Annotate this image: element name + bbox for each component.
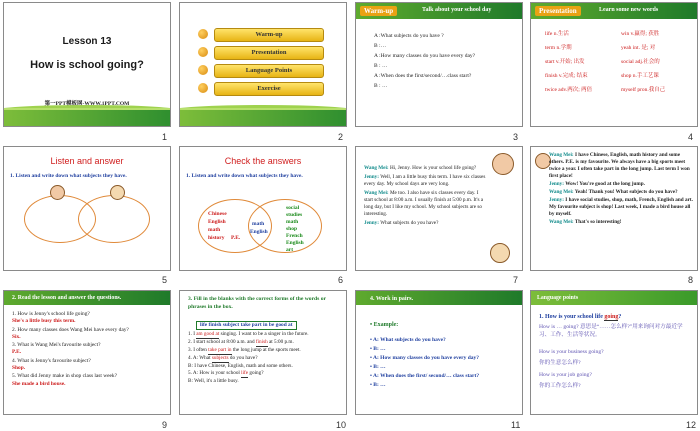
slide-11-thumbnail[interactable] [355, 290, 523, 415]
slide-number: 1 [162, 132, 168, 142]
speaker: Wang Mei: [364, 190, 389, 197]
pair-line: • B: … [370, 382, 386, 388]
point-text: 1. How is your school life [539, 314, 605, 320]
fill-blank-block [188, 331, 344, 385]
section-tag: Warm-up [360, 6, 397, 16]
slide-10-thumbnail[interactable] [179, 290, 347, 415]
slide-title: Listen and answer [50, 156, 124, 166]
line-text: I have Chinese, English, math history and some others. P.E. is my favourite. We always have a big sports meet twice a year. I often take part in the long jump. Last term I won first place! [549, 152, 690, 180]
watermark-footer: 第一PPT模板网-WWW.1PPT.COM [44, 101, 130, 107]
text-pre: B: Well, it's a little busy. [188, 378, 239, 385]
speaker: Jenny: [364, 174, 379, 181]
key-word: going [604, 314, 619, 320]
bullet-ball-icon [198, 83, 208, 93]
venn-left-item: English [208, 219, 226, 225]
text-post: the long jump at the sports meet. [231, 347, 301, 354]
menu-item-presentation[interactable]: Presentation [214, 46, 324, 60]
bullet-ball-icon [198, 29, 208, 39]
slide-number: 9 [162, 420, 168, 430]
instruction: 1. Listen and write down what subjects they have. [10, 173, 127, 179]
slide-number: 8 [688, 275, 694, 285]
dialogue-line: B : … [374, 63, 388, 69]
section-heading: 2. Read the lesson and answer the questions. [12, 295, 122, 301]
speaker: Wang Mei: [549, 219, 574, 226]
venn-left-item: math [208, 227, 221, 233]
line-text: Me too. I also have six classes every day. I start school at 8:00 a.m. I usually finish at 5:00 p.m. It's a long day, but I like my school. My school subjects are so interesting. [364, 190, 484, 218]
question: 5. What did Jenny make in shop class last week? [12, 373, 117, 380]
speaker: Jenny: [549, 197, 564, 204]
text-pre: 2. I start school at 8:00 a.m. and [188, 339, 256, 346]
slide-number: 3 [513, 132, 519, 142]
venn-right-item: French [286, 233, 303, 239]
question: 2. How many classes does Wang Mei have every day? [12, 326, 129, 333]
pair-line: • A: How many classes do you have every day? [370, 355, 480, 361]
vocab-item: finish v.完成; 结束 [545, 73, 588, 79]
slide-number: 4 [688, 132, 694, 142]
answer: She made a bird house. [12, 380, 66, 387]
venn-left-item: history [208, 235, 225, 241]
slide-1-thumbnail[interactable] [3, 2, 171, 127]
venn-middle-item: math [252, 221, 265, 227]
answer: P.E. [12, 349, 22, 356]
example-en: How is your business going? [539, 349, 604, 355]
blank-answer: subjects [212, 355, 229, 363]
lesson-label: Lesson 13 [62, 36, 112, 47]
vocab-item: term n.学期 [545, 45, 572, 51]
vocab-item: twice adv.两次; 两倍 [545, 87, 593, 93]
word-box: life finish subject take part in be good at [196, 321, 297, 330]
line-text: Hi, Jenny. How is your school life going? [388, 165, 477, 171]
slide-number: 12 [686, 420, 697, 430]
venn-right-item: studies [286, 212, 303, 218]
dialogue-line: A :How many classes do you have every day? [374, 53, 476, 59]
text-pre: 4. A: What [188, 355, 212, 362]
answer: She's a little busy this term. [12, 318, 76, 325]
slide-7-thumbnail[interactable] [355, 146, 523, 271]
slide-title: How is school going? [30, 59, 144, 71]
vocab-item: social adj.社会的 [621, 59, 660, 65]
text-post: going? [248, 370, 264, 377]
slide-8-thumbnail[interactable] [530, 146, 698, 271]
jenny-avatar-icon [110, 185, 125, 200]
decor-bottom-band [4, 108, 170, 126]
example-cn: 你的生意怎么样? [539, 360, 581, 366]
blank-answer: finish [256, 339, 268, 347]
slide-6-thumbnail[interactable] [179, 146, 347, 271]
question: 3. What is Wang Mei's favourite subject? [12, 342, 101, 349]
speaker: Wang Mei: [364, 165, 389, 171]
vocab-item: win v.赢得; 获胜 [621, 31, 660, 37]
point-text: ? [618, 314, 622, 320]
text-pre: 1. I [188, 331, 197, 337]
text-post: do you have? [228, 355, 258, 362]
dialogue-block [549, 152, 693, 226]
question: 4. What is Jenny's favourite subject? [12, 357, 91, 364]
pair-line: • B: … [370, 364, 386, 370]
speaker: Wang Mei: [549, 152, 574, 158]
vocab-item: life n.生活 [545, 31, 569, 37]
example-cn: 你的工作怎么样? [539, 383, 581, 389]
vocab-item: myself pron.我自己 [621, 87, 666, 93]
dialogue-line: A :When does the first/second/…class start? [374, 73, 472, 79]
section-heading: 4. Work in pairs. [370, 296, 414, 302]
line-text: Well, I am a little busy this term. I have six classes every day. My school days are very long. [364, 174, 486, 188]
slide-5-thumbnail[interactable] [3, 146, 171, 271]
slide-9-thumbnail[interactable] [3, 290, 171, 415]
slide-number: 11 [511, 420, 521, 430]
speaker: Jenny: [364, 220, 379, 227]
wang-mei-avatar-icon [50, 185, 65, 200]
venn-right-item: math [286, 219, 299, 225]
slide-number: 7 [513, 275, 519, 285]
speaker: Jenny: [549, 181, 564, 188]
venn-middle-item: English [250, 229, 268, 235]
vocab-item: yeah int. 是; 对 [621, 45, 656, 51]
slide-2-thumbnail[interactable] [179, 2, 347, 127]
text-pre: 5. A: How is your school [188, 370, 242, 377]
venn-right-item: English [286, 240, 304, 246]
dialogue-line: B :… [374, 43, 387, 49]
text-post: at 5:00 p.m. [267, 339, 294, 346]
dialogue-block [364, 165, 488, 227]
example-en: How is your job going? [539, 372, 592, 378]
text-post: singing. I want to be a singer in the future. [219, 331, 309, 337]
answer: Six. [12, 333, 21, 340]
line-text: I have social studies, shop, math, French, English and art. My favourite subject is shop! Last week, I made a bird house all by myself. [549, 197, 693, 218]
slide-12-thumbnail[interactable] [530, 290, 698, 415]
explanation: How is … going? 意思是“……怎么样?”用来询问对方最近学习、工作、生活等状况。 [539, 324, 683, 338]
dialogue-line: B : … [374, 83, 388, 89]
slide-3-thumbnail[interactable] [355, 2, 523, 127]
section-heading: Talk about your school day [422, 7, 492, 13]
dialogue-line: A :What subjects do you have ? [374, 33, 444, 39]
girl-avatar-icon [492, 153, 514, 175]
venn-circle-right [78, 195, 150, 243]
menu-item-language-points[interactable]: Language Points [214, 64, 324, 78]
bullet-ball-icon [198, 65, 208, 75]
venn-left-item: P.E. [231, 235, 241, 241]
slide-number: 5 [162, 275, 168, 285]
speaker: Wang Mei: [549, 189, 574, 196]
section-tag: Presentation [535, 6, 581, 16]
language-point [539, 313, 621, 321]
qa-block [12, 311, 166, 388]
question: 1. How is Jenny's school life going? [12, 311, 90, 317]
blank-answer: life [241, 370, 248, 378]
line-text: What subjects do you have? [379, 220, 439, 227]
pair-line: • A: When does the first/ second/… class start? [370, 373, 480, 379]
menu-item-exercise[interactable]: Exercise [214, 82, 324, 96]
venn-left-item: Chinese [208, 211, 227, 217]
pair-line: • A: What subjects do you have? [370, 337, 446, 343]
girl-avatar-icon [490, 243, 510, 263]
example-label: • Example: [370, 322, 399, 328]
section-heading: Learn some new words [599, 7, 659, 13]
bullet-ball-icon [198, 47, 208, 57]
text-pre: B: I have Chinese, English, math and some others. [188, 363, 293, 370]
blank-answer: take part in [208, 347, 231, 355]
slide-title: Check the answers [224, 156, 302, 166]
slide-4-thumbnail[interactable] [530, 2, 698, 127]
answer: Shop. [12, 365, 26, 372]
vocab-item: shop n.手工艺课 [621, 73, 659, 79]
slide-number: 10 [336, 420, 347, 430]
decor-bottom-band [180, 108, 346, 126]
menu-item-warm-up[interactable]: Warm-up [214, 28, 324, 42]
section-heading: 3. Fill in the blanks with the correct forms of the words or phrases in the box. [188, 296, 326, 310]
venn-right-item: shop [286, 226, 298, 232]
line-text: That's so interesting! [573, 219, 622, 226]
blank-answer: am good at [196, 331, 219, 339]
slide-number: 6 [338, 275, 344, 285]
slide-number: 2 [338, 132, 344, 142]
line-text: Yeah! Thank you! What subjects do you have? [573, 189, 678, 196]
line-text: Wow! You're good at the long jump. [564, 181, 645, 188]
pair-line: • B: … [370, 346, 386, 352]
vocab-item: start v.开始; 出发 [545, 59, 585, 65]
venn-right-item: social [286, 205, 300, 211]
section-tag: Language points [537, 295, 579, 301]
text-pre: 3. I often [188, 347, 209, 354]
venn-right-item: art [286, 247, 294, 253]
instruction: 1. Listen and write down what subjects they have. [186, 173, 303, 179]
